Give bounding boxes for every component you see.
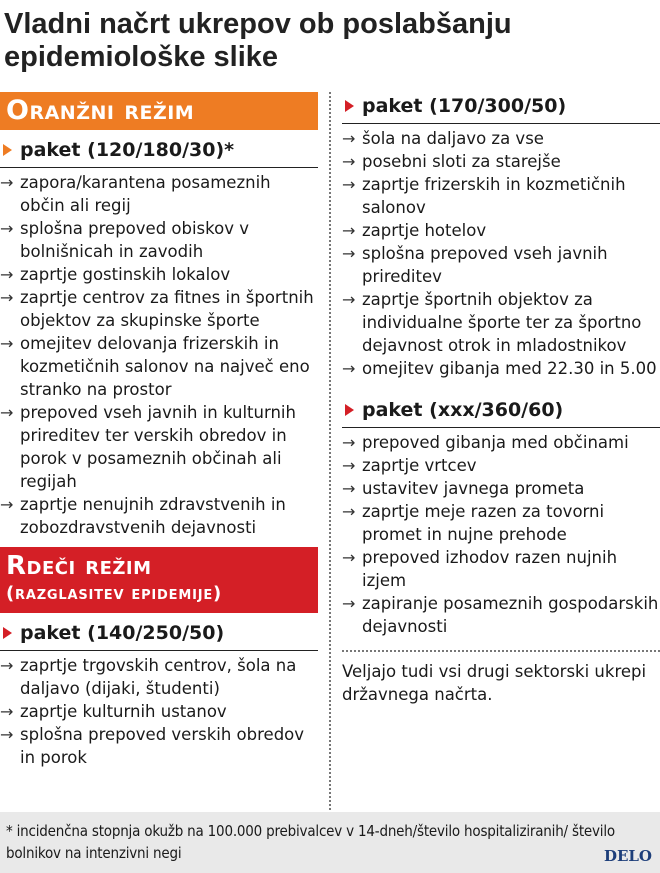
list-item (342, 431, 660, 454)
paket-title: paket (xxx/360/60) (362, 399, 564, 421)
right-arrow-icon: → (342, 129, 356, 148)
list-item (342, 173, 660, 219)
list-item-text: zaprtje gostinskih lokalov (20, 265, 231, 284)
right-arrow-icon: → (0, 288, 14, 307)
right-arrow-icon: → (0, 173, 14, 192)
right-arrow-icon: → (342, 479, 356, 498)
list-item-text: zaprtje meje razen za tovorni promet in nujne prehode (362, 502, 605, 544)
delo-logo: DELO (603, 847, 652, 865)
paket-heading (342, 90, 660, 124)
list-item (0, 263, 318, 286)
right-arrow-icon: → (0, 334, 14, 353)
paket-title: paket (170/300/50) (362, 95, 567, 117)
list-item (0, 723, 318, 769)
list-item-text: omejitev delovanja frizerskih in kozmetičnih salonov na največ eno stranko na prostor (20, 334, 310, 399)
list-item (0, 401, 318, 493)
list-item-text: splošna prepoved verskih obredov in porok (20, 725, 305, 767)
list-item-text: splošna prepoved obiskov v bolnišnicah in zavodih (20, 219, 249, 261)
right-arrow-icon: → (0, 495, 14, 514)
right-arrow-icon: → (0, 702, 14, 721)
list-item-text: omejitev gibanja med 22.30 in 5.00 (362, 359, 657, 378)
list-item (342, 150, 660, 173)
right-column (342, 92, 660, 706)
right-arrow-icon: → (342, 359, 356, 378)
list-item-text: zaprtje športnih objektov za individualne športe ter za športno dejavnost otrok in mladostnikov (362, 290, 642, 355)
right-arrow-icon: → (0, 403, 14, 422)
list-item (342, 288, 660, 357)
triangle-right-icon (345, 404, 354, 416)
right-arrow-icon: → (0, 265, 14, 284)
red-regime-title: Rdeči režim (6, 551, 152, 581)
list-item-text: prepoved vseh javnih in kulturnih prireditev ter verskih obredov in porok v posameznih občinah ali regijah (20, 403, 296, 491)
right-arrow-icon: → (0, 725, 14, 744)
paket-title: paket (120/180/30)* (20, 139, 235, 161)
list-item (0, 700, 318, 723)
list-item (342, 500, 660, 546)
triangle-right-icon (3, 627, 12, 639)
right-arrow-icon: → (342, 456, 356, 475)
list-item-text: zaprtje kulturnih ustanov (20, 702, 227, 721)
paket-heading (0, 134, 318, 168)
list-item (342, 242, 660, 288)
list-item (342, 454, 660, 477)
right-arrow-icon: → (342, 594, 356, 613)
list-item (342, 127, 660, 150)
measure-list (0, 654, 318, 769)
page-title: Vladni načrt ukrepov ob poslabšanju epidemiološke slike (4, 8, 512, 73)
footnote: * incidenčna stopnja okužb na 100.000 prebivalcev v 14-dneh/število hospitaliziranih/ število bolnikov na intenzivni negi (6, 822, 615, 862)
measure-list (0, 171, 318, 539)
list-item (342, 546, 660, 592)
list-item-text: zapora/karantena posameznih občin ali regij (20, 173, 271, 215)
measure-list (342, 127, 660, 380)
list-item (342, 357, 660, 380)
paket-title: paket (140/250/50) (20, 622, 225, 644)
left-column (0, 92, 318, 769)
list-item (0, 217, 318, 263)
right-arrow-icon: → (0, 656, 14, 675)
column-divider (329, 92, 331, 810)
list-item-text: zaprtje trgovskih centrov, šola na daljavo (dijaki, študenti) (20, 656, 297, 698)
list-item-text: zaprtje centrov za fitnes in športnih objektov za skupinske športe (20, 288, 314, 330)
list-item (0, 493, 318, 539)
red-regime-subtitle: (razglasitev epidemije) (6, 583, 223, 604)
right-arrow-icon: → (0, 219, 14, 238)
list-item-text: zapiranje posameznih gospodarskih dejavnosti (362, 594, 659, 636)
orange-regime-header: Oranžni režim (0, 92, 318, 130)
sector-note: Veljajo tudi vsi drugi sektorski ukrepi državnega načrta. (342, 662, 647, 704)
measure-list (342, 431, 660, 638)
note-divider (342, 650, 660, 652)
red-regime-header (0, 547, 318, 613)
list-item-text: zaprtje hotelov (362, 221, 487, 240)
list-item (342, 477, 660, 500)
list-item (0, 171, 318, 217)
right-arrow-icon: → (342, 502, 356, 521)
right-arrow-icon: → (342, 221, 356, 240)
right-arrow-icon: → (342, 290, 356, 309)
right-arrow-icon: → (342, 152, 356, 171)
list-item (0, 332, 318, 401)
triangle-right-icon (3, 144, 12, 156)
list-item-text: šola na daljavo za vse (362, 129, 544, 148)
list-item-text: zaprtje vrtcev (362, 456, 477, 475)
footnote-box (0, 812, 660, 873)
list-item-text: splošna prepoved vseh javnih prireditev (362, 244, 608, 286)
list-item (0, 286, 318, 332)
right-arrow-icon: → (342, 175, 356, 194)
list-item (342, 592, 660, 638)
right-arrow-icon: → (342, 548, 356, 567)
list-item (342, 219, 660, 242)
list-item-text: ustavitev javnega prometa (362, 479, 585, 498)
triangle-right-icon (345, 100, 354, 112)
paket-heading (342, 394, 660, 428)
right-arrow-icon: → (342, 244, 356, 263)
list-item-text: prepoved izhodov razen nujnih izjem (362, 548, 618, 590)
list-item-text: posebni sloti za starejše (362, 152, 561, 171)
list-item-text: zaprtje nenujnih zdravstvenih in zobozdravstvenih dejavnosti (20, 495, 286, 537)
list-item-text: prepoved gibanja med občinami (362, 433, 629, 452)
right-arrow-icon: → (342, 433, 356, 452)
list-item (0, 654, 318, 700)
list-item-text: zaprtje frizerskih in kozmetičnih salonov (362, 175, 626, 217)
paket-heading (0, 617, 318, 651)
